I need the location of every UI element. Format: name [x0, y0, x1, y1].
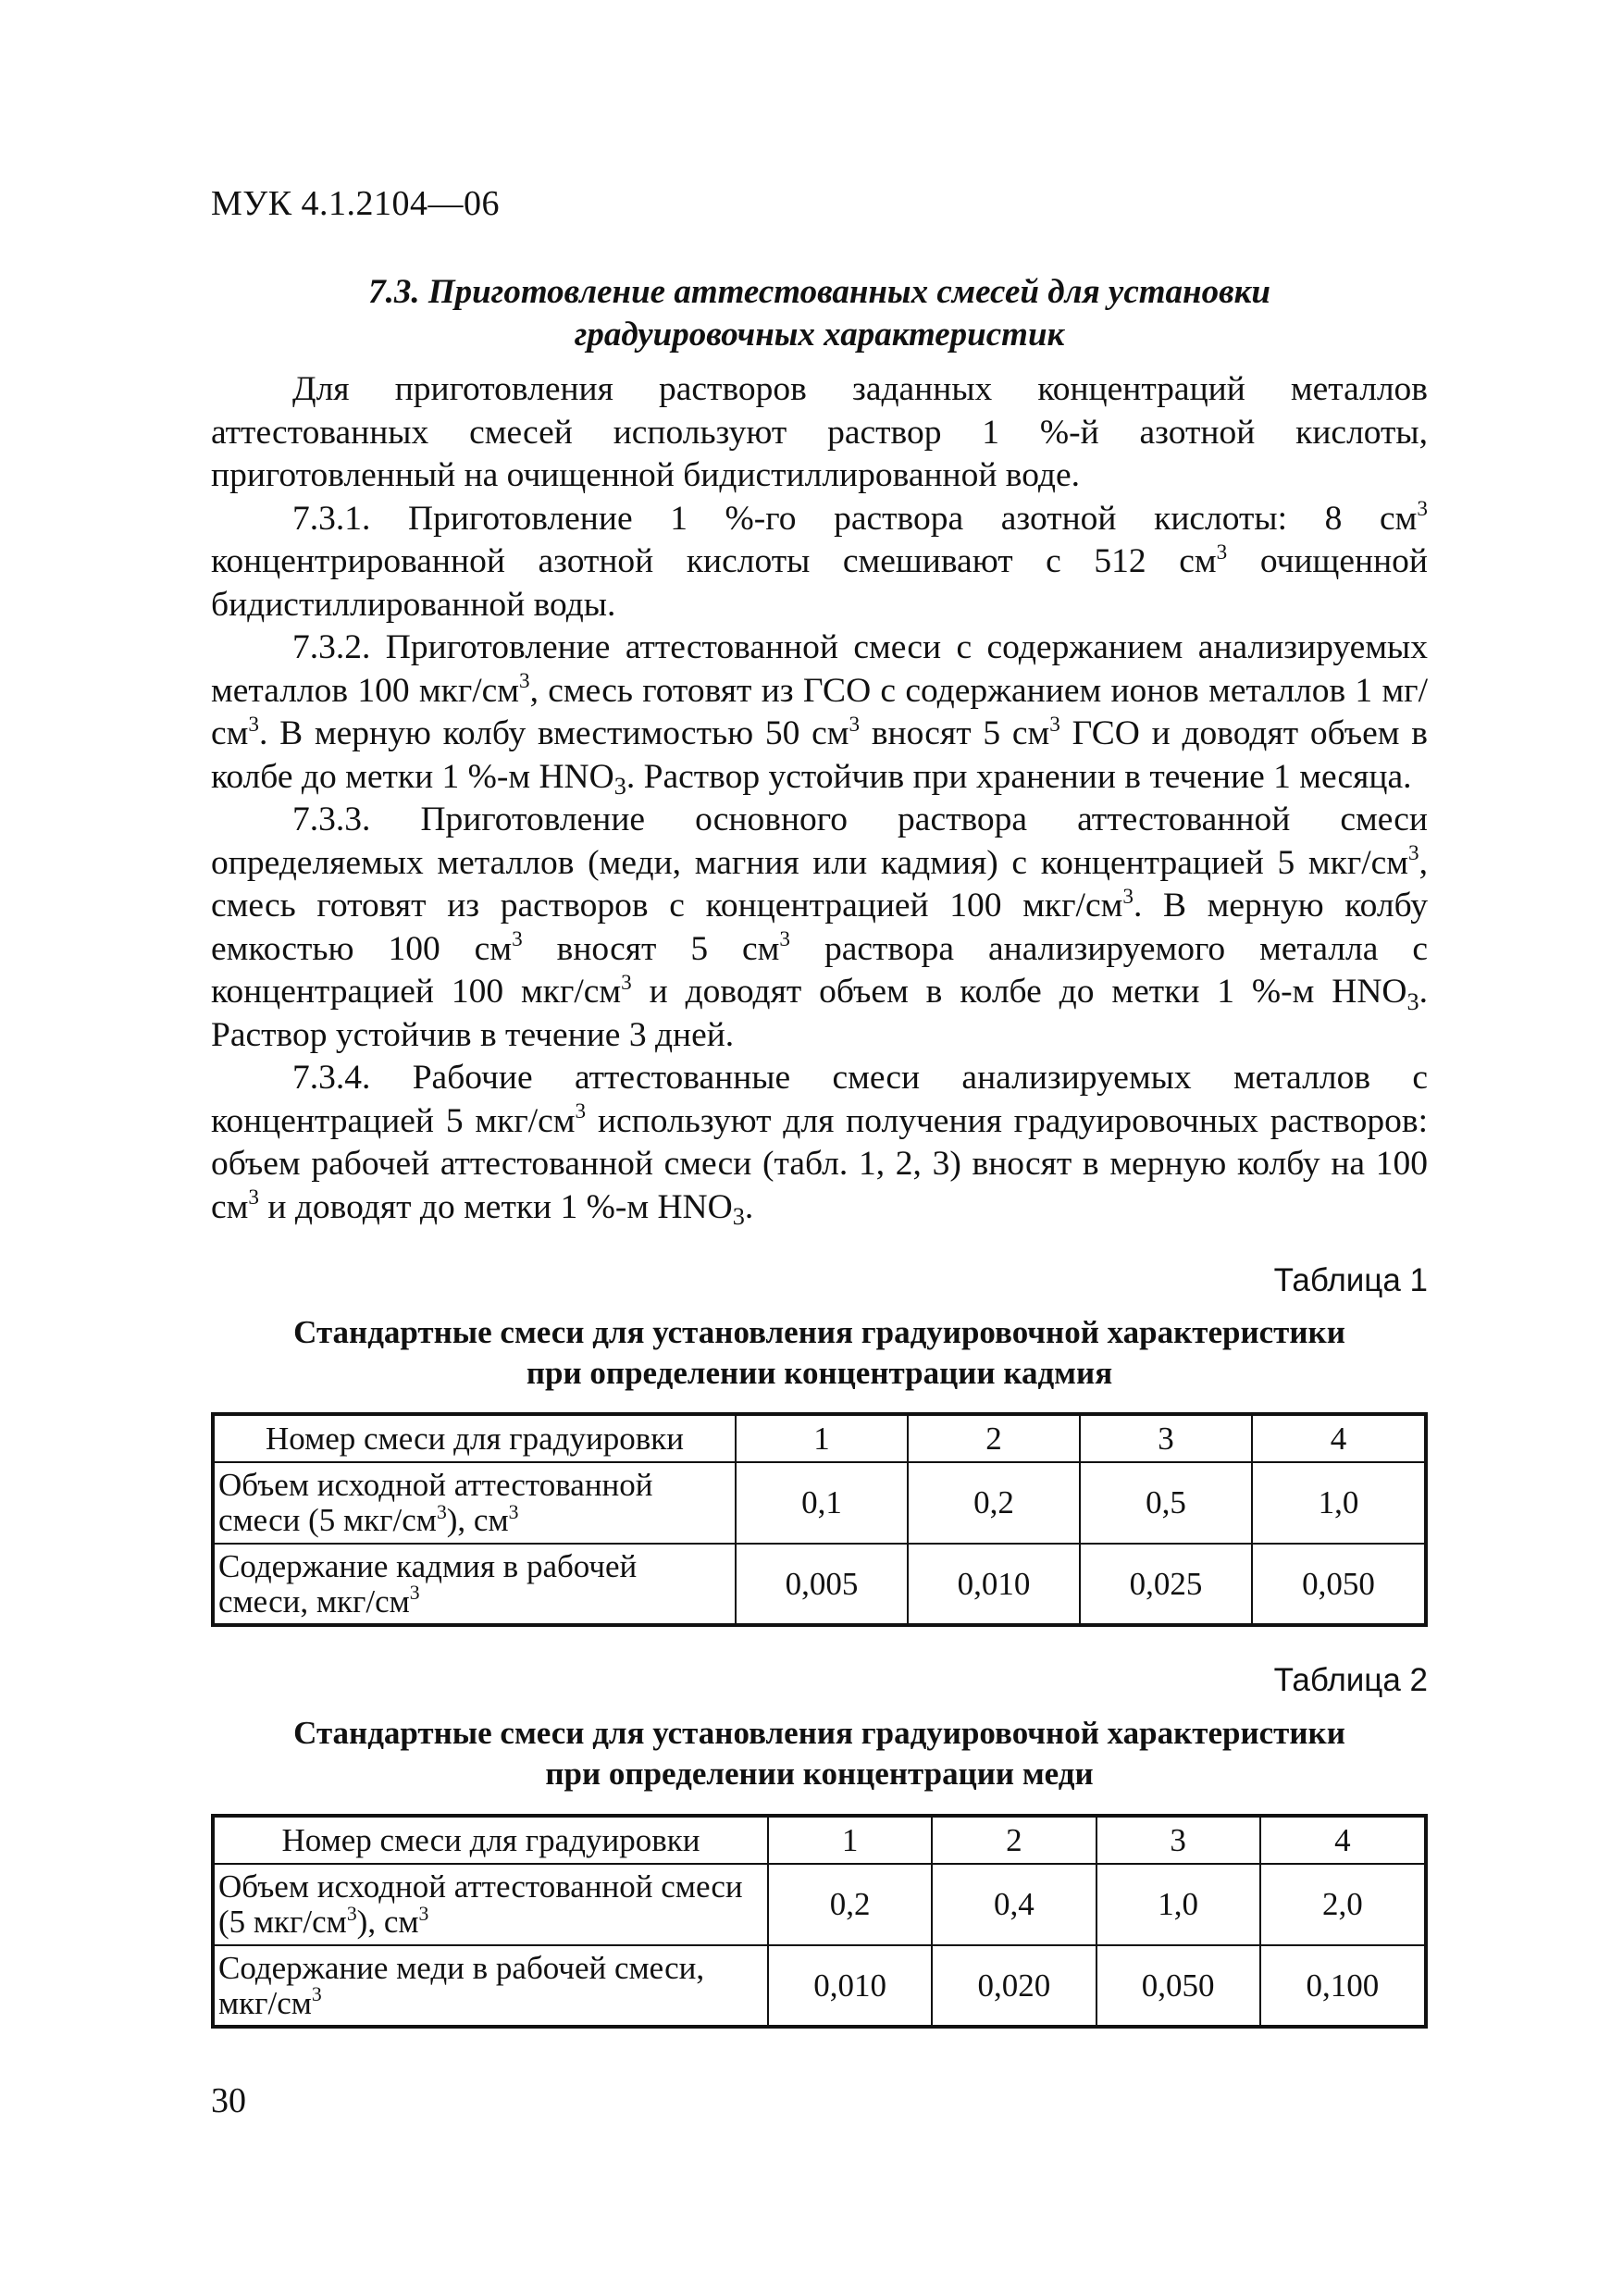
table-header-cell: Номер смеси для градуировки	[213, 1816, 768, 1864]
paragraph-intro: Для приготовления растворов заданных концентраций металлов аттестованных смесей используют раствор 1 %-й азотной кислоты, приготовленный на очищенной бидистиллированной воде.	[211, 370, 1428, 494]
table-header-cell: 4	[1260, 1816, 1426, 1864]
paragraph-7-3-4: 7.3.4. Рабочие аттестованные смеси анализируемых металлов с концентрацией 5 мкг/$см^3$ используют для получения градуировочных растворов: объем рабочей аттестованной смеси (табл. 1, 2, 3) вносят в мерную колбу на 100 $см^3$ и доводят до метки 1 %-м $HNO_3$.	[211, 1059, 1428, 1231]
table-cadmium	[211, 1412, 1428, 1627]
table-cell: 0,4	[932, 1864, 1096, 1945]
table-cell: 1,0	[1096, 1864, 1260, 1945]
table-1-title-line-1: Стандартные смеси для установления градуировочной характеристики	[293, 1314, 1345, 1350]
table-header-cell: Номер смеси для градуировки	[213, 1414, 736, 1462]
row-label-volume: Объем исходной аттестованной смеси (5 мкг/$см^3$), $см^3$	[213, 1462, 736, 1544]
section-title	[211, 271, 1428, 356]
table-1-label: Таблица 1	[1273, 1262, 1428, 1298]
table-cell: 0,2	[768, 1864, 932, 1945]
table-2-title	[211, 1713, 1428, 1794]
table-cell: 0,5	[1080, 1462, 1252, 1544]
table-header-cell: 3	[1080, 1414, 1252, 1462]
table-header-cell: 2	[932, 1816, 1096, 1864]
body-text	[211, 368, 1428, 1229]
table-cell: 0,010	[908, 1544, 1080, 1625]
table-1-title	[211, 1312, 1428, 1394]
table-2-title-line-1: Стандартные смеси для установления градуировочной характеристики	[293, 1715, 1345, 1751]
table-cell: 0,050	[1096, 1945, 1260, 2027]
table-header-cell: 1	[768, 1816, 932, 1864]
row-label-volume: Объем исходной аттестованной смеси (5 мкг/$см^3$), $см^3$	[213, 1864, 768, 1945]
table-cell: 0,025	[1080, 1544, 1252, 1625]
paragraph-7-3-1: 7.3.1. Приготовление 1 %-го раствора азотной кислоты: 8 $см^3$ концентрированной азотной кислоты смешивают с 512 $см^3$ очищенной бидистиллированной воды.	[211, 497, 1428, 624]
row-label-content: Содержание кадмия в рабочей смеси, мкг/$см^3$	[213, 1544, 736, 1625]
table-cell: 0,005	[736, 1544, 908, 1625]
table-cell: 1,0	[1252, 1462, 1426, 1544]
table-2-title-line-2: при определении концентрации меди	[545, 1756, 1094, 1792]
table-cell: 0,020	[932, 1945, 1096, 2027]
table-header-cell: 1	[736, 1414, 908, 1462]
table-cell: 0,050	[1252, 1544, 1426, 1625]
page-number: 30	[211, 2081, 246, 2120]
table-2-label: Таблица 2	[1273, 1662, 1428, 1698]
table-header-row	[213, 1414, 1426, 1462]
table-cell: 2,0	[1260, 1864, 1426, 1945]
table-cell: 0,1	[736, 1462, 908, 1544]
paragraph-7-3-2: 7.3.2. Приготовление аттестованной смеси с содержанием анализируемых металлов 100 мкг/$см^3$, смесь готовят из ГСО с содержанием ионов металлов 1 $мг/см^3$. В мерную колбу вместимостью 50 $см^3$ вносят 5 $см^3$ ГСО и доводят объем в колбе до метки 1 %-м $HNO_3$. Раствор устойчив при хранении в течение 1 месяца.	[211, 628, 1428, 800]
table-row	[213, 1864, 1426, 1945]
document-code: МУК 4.1.2104—06	[211, 184, 501, 223]
table-cell: 0,2	[908, 1462, 1080, 1544]
table-copper	[211, 1814, 1428, 2029]
table-cell: 0,100	[1260, 1945, 1426, 2027]
table-1-title-line-2: при определении концентрации кадмия	[526, 1355, 1113, 1391]
table-row	[213, 1945, 1426, 2027]
table-header-cell: 4	[1252, 1414, 1426, 1462]
table-header-cell: 3	[1096, 1816, 1260, 1864]
table-row	[213, 1462, 1426, 1544]
table-cell: 0,010	[768, 1945, 932, 2027]
row-label-content: Содержание меди в рабочей смеси, мкг/$см^3$	[213, 1945, 768, 2027]
paragraph-7-3-3: 7.3.3. Приготовление основного раствора аттестованной смеси определяемых металлов (меди, магния или кадмия) с концентрацией 5 мкг/$см^3$, смесь готовят из растворов с концентрацией 100 мкг/$см^3$. В мерную колбу емкостью 100 $см^3$ вносят 5 $см^3$ раствора анализируемого металла с концентрацией 100 мкг/$см^3$ и доводят объем в колбе до метки 1 %-м $HNO_3$. Раствор устойчив в течение 3 дней.	[211, 800, 1428, 1054]
section-title-line-1: 7.3. Приготовление аттестованных смесей для установки	[368, 273, 1270, 311]
table-header-cell: 2	[908, 1414, 1080, 1462]
table-header-row	[213, 1816, 1426, 1864]
table-row	[213, 1544, 1426, 1625]
section-title-line-2: градуировочных характеристик	[574, 316, 1065, 354]
